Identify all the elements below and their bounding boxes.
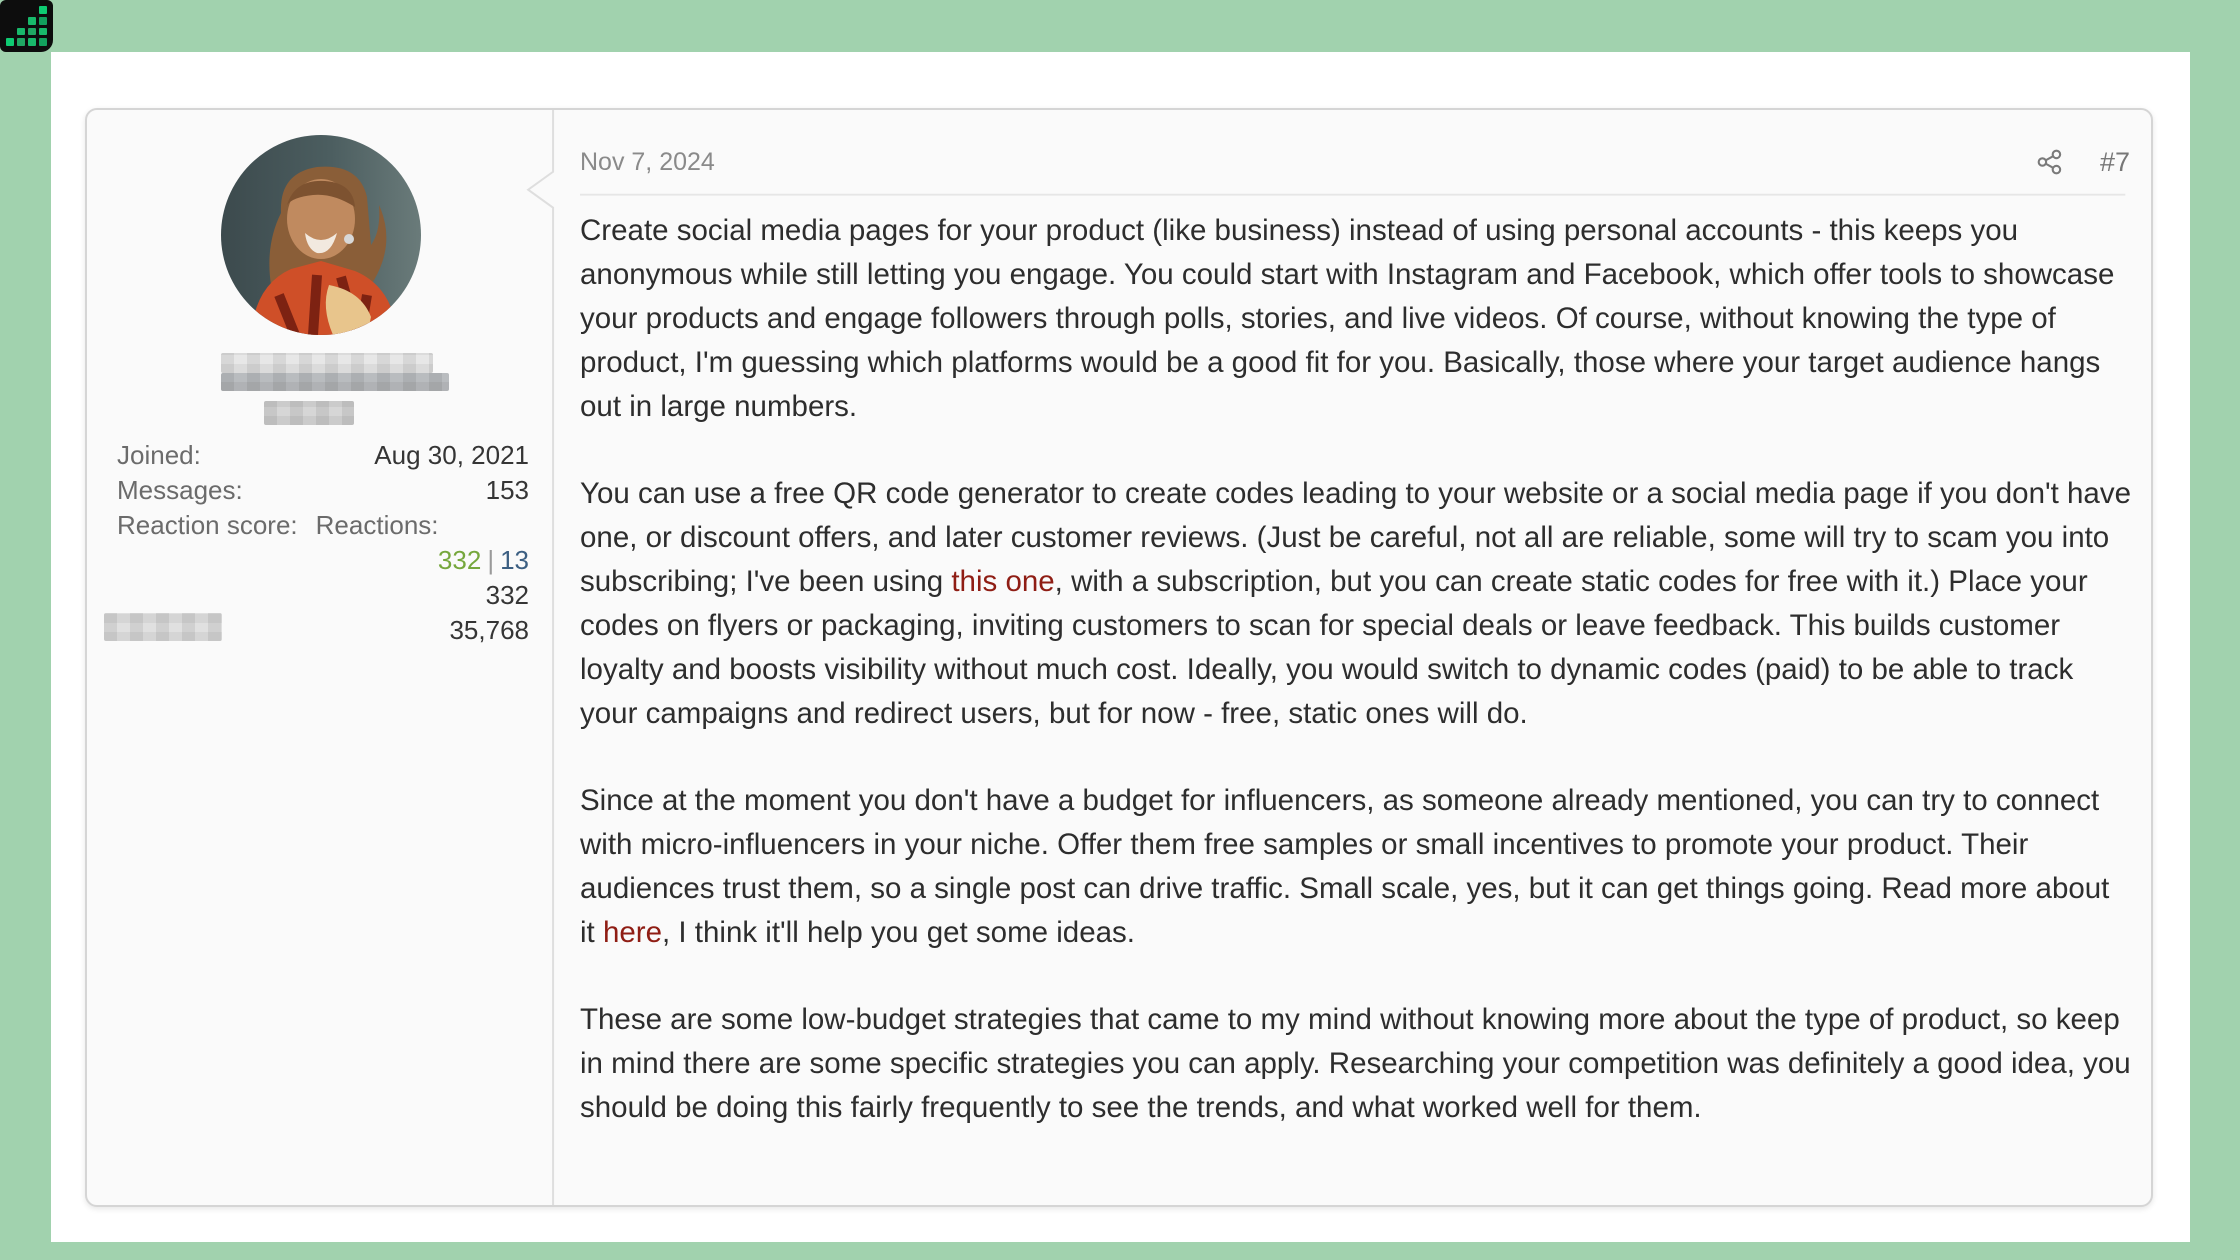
pixel-bar-chart-logo[interactable]	[0, 0, 53, 52]
logo-cell	[28, 6, 36, 14]
text-run: , with a subscription, but you can create static codes for free with it.) Place your codes on flyers or packaging, inviting customers to scan for special deals or leave feedback. This builds customer loyalty and boosts visibility without much cost. Ideally, you would switch to dynamic codes (paid) to be able to track your campaigns and redirect users, but for now - free, static ones will do.	[580, 565, 2088, 730]
logo-cell	[39, 17, 47, 25]
inline-link[interactable]: this one	[951, 565, 1055, 598]
stat-label: Joined:	[117, 440, 201, 470]
text-run: , I think it'll help you get some ideas.	[662, 916, 1135, 949]
page-background	[51, 52, 2190, 1242]
reaction-separator: |	[487, 545, 495, 575]
logo-cell	[6, 6, 14, 14]
post-header	[580, 138, 2130, 186]
post-date[interactable]: Nov 7, 2024	[580, 147, 715, 176]
logo-cell	[6, 28, 14, 36]
user-title-redacted	[264, 401, 354, 425]
author-sidebar	[87, 110, 554, 1205]
post-paragraph	[580, 779, 2132, 955]
logo-cell	[17, 38, 25, 46]
reaction-score-value: 332	[485, 580, 529, 610]
logo-cell	[28, 17, 36, 25]
logo-cell	[28, 38, 36, 46]
forum-post-card	[85, 108, 2153, 1207]
logo-cell	[17, 17, 25, 25]
username-redacted	[221, 373, 449, 391]
logo-cell	[6, 38, 14, 46]
user-stats	[117, 438, 529, 543]
post-body	[580, 209, 2132, 1130]
logo-cell	[39, 28, 47, 36]
post-header-actions	[2036, 145, 2130, 179]
logo-cell	[39, 6, 47, 14]
text-run: You can use a free QR code generator to create codes leading to your website or a social media page if you don't have one, or discount offers, and later customer reviews. (Just be careful, not all are reliable, some will try to scam you into subscribing; I've been using	[580, 477, 2131, 598]
stat-label-secondary: Reactions:	[315, 510, 439, 540]
points-value: 35,768	[449, 615, 529, 645]
inline-link[interactable]: here	[602, 916, 662, 949]
location-redacted	[104, 613, 222, 641]
logo-cell	[39, 38, 47, 46]
text-run: Create social media pages for your product (like business) instead of using personal accounts - this keeps you anonymous while still letting you engage. You could start with Instagram and Facebook, which offer tools to showcase your products and engage followers through polls, stories, and live videos. Of course, without knowing the type of product, I'm guessing which platforms would be a good fit for you. Basically, those where your target audience hangs out in large numbers.	[580, 214, 2115, 423]
negative-reactions: 13	[500, 545, 529, 575]
post-paragraph	[580, 472, 2132, 736]
text-run: Since at the moment you don't have a budget for influencers, as someone already mentioned, you can try to connect with micro-influencers in your niche. Offer them free samples or small incentives to promote your product. Their audiences trust them, so a single post can drive traffic. Small scale, yes, but it can get things going. Read more about it	[580, 784, 2110, 949]
post-number-link[interactable]: #7	[2099, 146, 2130, 177]
username-redacted	[221, 353, 433, 373]
post-paragraph	[580, 209, 2132, 429]
text-run: These are some low-budget strategies that came to my mind without knowing more about the type of product, so keep in mind there are some specific strategies you can apply. Researching your competition was definitely a good idea, you should be doing this fairly frequently to see the trends, and what worked well for them.	[580, 1003, 2131, 1124]
logo-cell	[28, 28, 36, 36]
stat-label: Messages:	[117, 475, 243, 505]
logo-cell	[6, 17, 14, 25]
user-avatar-photo[interactable]	[221, 135, 421, 335]
reactions-count[interactable]	[117, 543, 529, 578]
positive-reactions: 332	[437, 545, 482, 575]
avatar-image	[221, 135, 421, 335]
stat-joined	[117, 438, 529, 473]
stat-reaction-score	[117, 508, 529, 543]
stat-value: Aug 30, 2021	[374, 440, 529, 470]
share-icon[interactable]	[2036, 145, 2066, 179]
logo-cell	[17, 6, 25, 14]
stat-value: 153	[485, 475, 529, 505]
stat-label: Reaction score:	[117, 510, 298, 540]
post-paragraph	[580, 998, 2132, 1130]
stat-messages	[117, 473, 529, 508]
logo-cell	[17, 28, 25, 36]
